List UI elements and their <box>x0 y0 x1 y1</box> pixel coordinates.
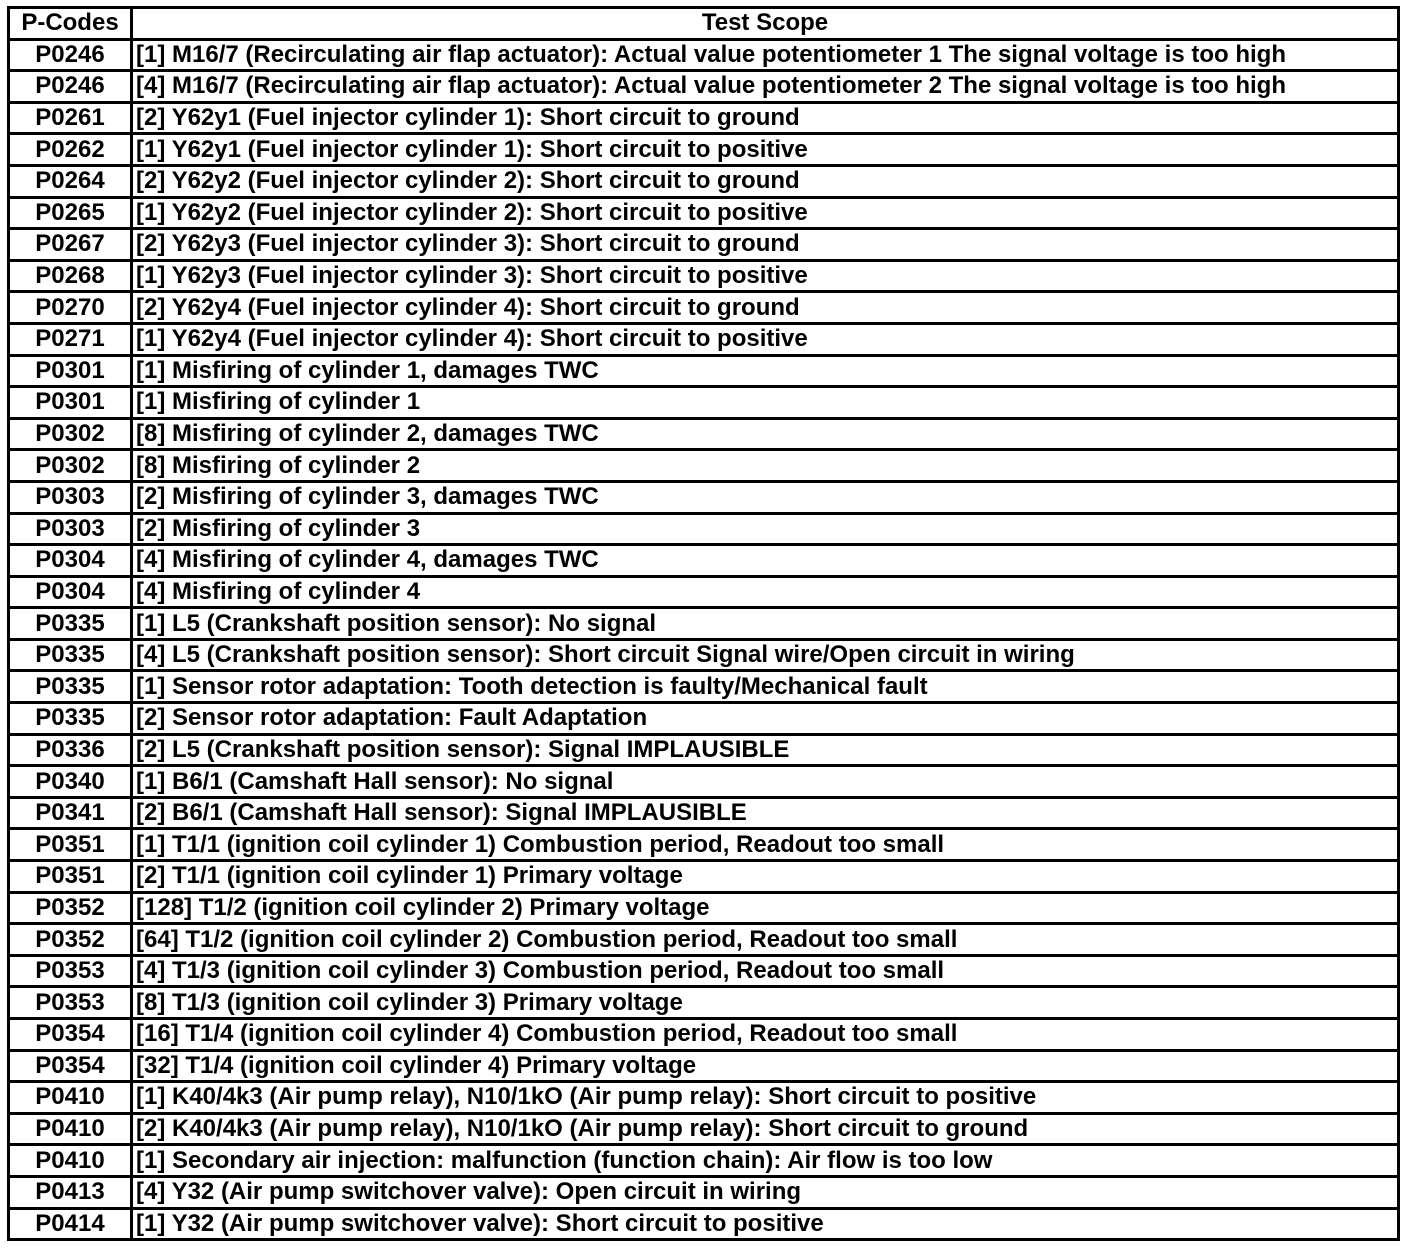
p-code-cell: P0335 <box>9 639 132 671</box>
test-scope-cell: [1] K40/4k3 (Air pump relay), N10/1kO (Air pump relay): Short circuit to positive <box>132 1082 1399 1114</box>
table-row <box>9 861 1399 893</box>
p-code-cell: P0335 <box>9 703 132 735</box>
test-scope-cell: [2] Misfiring of cylinder 3, damages TWC <box>132 481 1399 513</box>
p-code-cell: P0267 <box>9 229 132 261</box>
table-row <box>9 197 1399 229</box>
test-scope-cell: [1] Y62y3 (Fuel injector cylinder 3): Short circuit to positive <box>132 260 1399 292</box>
p-codes-table <box>7 6 1400 1241</box>
test-scope-cell: [4] Y32 (Air pump switchover valve): Open circuit in wiring <box>132 1176 1399 1208</box>
test-scope-cell: [2] Y62y2 (Fuel injector cylinder 2): Short circuit to ground <box>132 165 1399 197</box>
table-row <box>9 924 1399 956</box>
p-code-cell: P0246 <box>9 71 132 103</box>
table-row <box>9 955 1399 987</box>
p-code-cell: P0354 <box>9 1050 132 1082</box>
table-row <box>9 481 1399 513</box>
p-code-cell: P0352 <box>9 892 132 924</box>
test-scope-cell: [1] T1/1 (ignition coil cylinder 1) Combustion period, Readout too small <box>132 829 1399 861</box>
p-code-cell: P0413 <box>9 1176 132 1208</box>
p-code-cell: P0410 <box>9 1113 132 1145</box>
test-scope-cell: [2] Sensor rotor adaptation: Fault Adaptation <box>132 703 1399 735</box>
table-header <box>9 8 1399 40</box>
table-row <box>9 134 1399 166</box>
test-scope-cell: [2] T1/1 (ignition coil cylinder 1) Primary voltage <box>132 861 1399 893</box>
test-scope-cell: [8] Misfiring of cylinder 2 <box>132 450 1399 482</box>
p-code-cell: P0351 <box>9 829 132 861</box>
test-scope-cell: [1] Misfiring of cylinder 1, damages TWC <box>132 355 1399 387</box>
p-code-cell: P0301 <box>9 387 132 419</box>
table-row <box>9 829 1399 861</box>
p-code-cell: P0351 <box>9 861 132 893</box>
test-scope-cell: [2] L5 (Crankshaft position sensor): Signal IMPLAUSIBLE <box>132 734 1399 766</box>
test-scope-cell: [1] L5 (Crankshaft position sensor): No signal <box>132 608 1399 640</box>
table-row <box>9 387 1399 419</box>
table-row <box>9 229 1399 261</box>
test-scope-cell: [4] Misfiring of cylinder 4 <box>132 576 1399 608</box>
test-scope-cell: [1] Y62y4 (Fuel injector cylinder 4): Short circuit to positive <box>132 323 1399 355</box>
table-row <box>9 892 1399 924</box>
test-scope-cell: [8] Misfiring of cylinder 2, damages TWC <box>132 418 1399 450</box>
test-scope-cell: [2] Y62y4 (Fuel injector cylinder 4): Short circuit to ground <box>132 292 1399 324</box>
test-scope-cell: [4] Misfiring of cylinder 4, damages TWC <box>132 545 1399 577</box>
table-row <box>9 418 1399 450</box>
p-code-cell: P0354 <box>9 1019 132 1051</box>
p-code-cell: P0352 <box>9 924 132 956</box>
p-code-cell: P0341 <box>9 797 132 829</box>
p-code-cell: P0268 <box>9 260 132 292</box>
p-code-cell: P0261 <box>9 102 132 134</box>
p-code-cell: P0264 <box>9 165 132 197</box>
table-row <box>9 545 1399 577</box>
table-row <box>9 639 1399 671</box>
test-scope-cell: [4] T1/3 (ignition coil cylinder 3) Combustion period, Readout too small <box>132 955 1399 987</box>
test-scope-cell: [1] Misfiring of cylinder 1 <box>132 387 1399 419</box>
table-row <box>9 703 1399 735</box>
test-scope-cell: [32] T1/4 (ignition coil cylinder 4) Primary voltage <box>132 1050 1399 1082</box>
table-row <box>9 1050 1399 1082</box>
table-row <box>9 165 1399 197</box>
p-code-cell: P0270 <box>9 292 132 324</box>
p-code-cell: P0335 <box>9 671 132 703</box>
p-code-cell: P0271 <box>9 323 132 355</box>
table-row <box>9 797 1399 829</box>
table-row <box>9 260 1399 292</box>
test-scope-cell: [2] K40/4k3 (Air pump relay), N10/1kO (Air pump relay): Short circuit to ground <box>132 1113 1399 1145</box>
table-row <box>9 292 1399 324</box>
table-row <box>9 513 1399 545</box>
header-row <box>9 8 1399 40</box>
p-code-cell: P0410 <box>9 1082 132 1114</box>
table-row <box>9 71 1399 103</box>
p-code-cell: P0246 <box>9 39 132 71</box>
table-row <box>9 608 1399 640</box>
test-scope-cell: [2] Misfiring of cylinder 3 <box>132 513 1399 545</box>
p-code-cell: P0303 <box>9 481 132 513</box>
test-scope-cell: [1] Y32 (Air pump switchover valve): Short circuit to positive <box>132 1208 1399 1240</box>
test-scope-cell: [1] Y62y1 (Fuel injector cylinder 1): Short circuit to positive <box>132 134 1399 166</box>
test-scope-cell: [4] M16/7 (Recirculating air flap actuator): Actual value potentiometer 2 The signal voltage is too high <box>132 71 1399 103</box>
table-row <box>9 1113 1399 1145</box>
p-codes-document <box>7 6 1397 1248</box>
table-row <box>9 987 1399 1019</box>
table-row <box>9 355 1399 387</box>
test-scope-cell: [16] T1/4 (ignition coil cylinder 4) Combustion period, Readout too small <box>132 1019 1399 1051</box>
table-row <box>9 766 1399 798</box>
test-scope-cell: [1] Y62y2 (Fuel injector cylinder 2): Short circuit to positive <box>132 197 1399 229</box>
p-code-cell: P0353 <box>9 955 132 987</box>
table-row <box>9 450 1399 482</box>
test-scope-cell: [2] Y62y3 (Fuel injector cylinder 3): Short circuit to ground <box>132 229 1399 261</box>
table-row <box>9 1208 1399 1240</box>
p-code-cell: P0336 <box>9 734 132 766</box>
p-code-cell: P0262 <box>9 134 132 166</box>
p-code-cell: P0302 <box>9 418 132 450</box>
p-code-cell: P0304 <box>9 545 132 577</box>
p-code-cell: P0301 <box>9 355 132 387</box>
test-scope-cell: [64] T1/2 (ignition coil cylinder 2) Combustion period, Readout too small <box>132 924 1399 956</box>
test-scope-cell: [1] M16/7 (Recirculating air flap actuator): Actual value potentiometer 1 The signal voltage is too high <box>132 39 1399 71</box>
test-scope-cell: [128] T1/2 (ignition coil cylinder 2) Primary voltage <box>132 892 1399 924</box>
p-code-cell: P0414 <box>9 1208 132 1240</box>
table-row <box>9 39 1399 71</box>
table-row <box>9 102 1399 134</box>
test-scope-cell: [2] B6/1 (Camshaft Hall sensor): Signal IMPLAUSIBLE <box>132 797 1399 829</box>
table-row <box>9 323 1399 355</box>
table-row <box>9 1019 1399 1051</box>
test-scope-cell: [4] L5 (Crankshaft position sensor): Short circuit Signal wire/Open circuit in wiring <box>132 639 1399 671</box>
table-row <box>9 1176 1399 1208</box>
table-body <box>9 39 1399 1240</box>
test-scope-cell: [1] B6/1 (Camshaft Hall sensor): No signal <box>132 766 1399 798</box>
header-test-scope: Test Scope <box>132 8 1399 40</box>
header-p-codes: P-Codes <box>9 8 132 40</box>
p-code-cell: P0303 <box>9 513 132 545</box>
p-code-cell: P0410 <box>9 1145 132 1177</box>
table-row <box>9 1145 1399 1177</box>
p-code-cell: P0304 <box>9 576 132 608</box>
p-code-cell: P0335 <box>9 608 132 640</box>
test-scope-cell: [1] Sensor rotor adaptation: Tooth detection is faulty/Mechanical fault <box>132 671 1399 703</box>
p-code-cell: P0340 <box>9 766 132 798</box>
test-scope-cell: [8] T1/3 (ignition coil cylinder 3) Primary voltage <box>132 987 1399 1019</box>
table-row <box>9 576 1399 608</box>
table-row <box>9 671 1399 703</box>
p-code-cell: P0353 <box>9 987 132 1019</box>
table-row <box>9 1082 1399 1114</box>
p-code-cell: P0302 <box>9 450 132 482</box>
p-code-cell: P0265 <box>9 197 132 229</box>
test-scope-cell: [1] Secondary air injection: malfunction (function chain): Air flow is too low <box>132 1145 1399 1177</box>
test-scope-cell: [2] Y62y1 (Fuel injector cylinder 1): Short circuit to ground <box>132 102 1399 134</box>
table-row <box>9 734 1399 766</box>
